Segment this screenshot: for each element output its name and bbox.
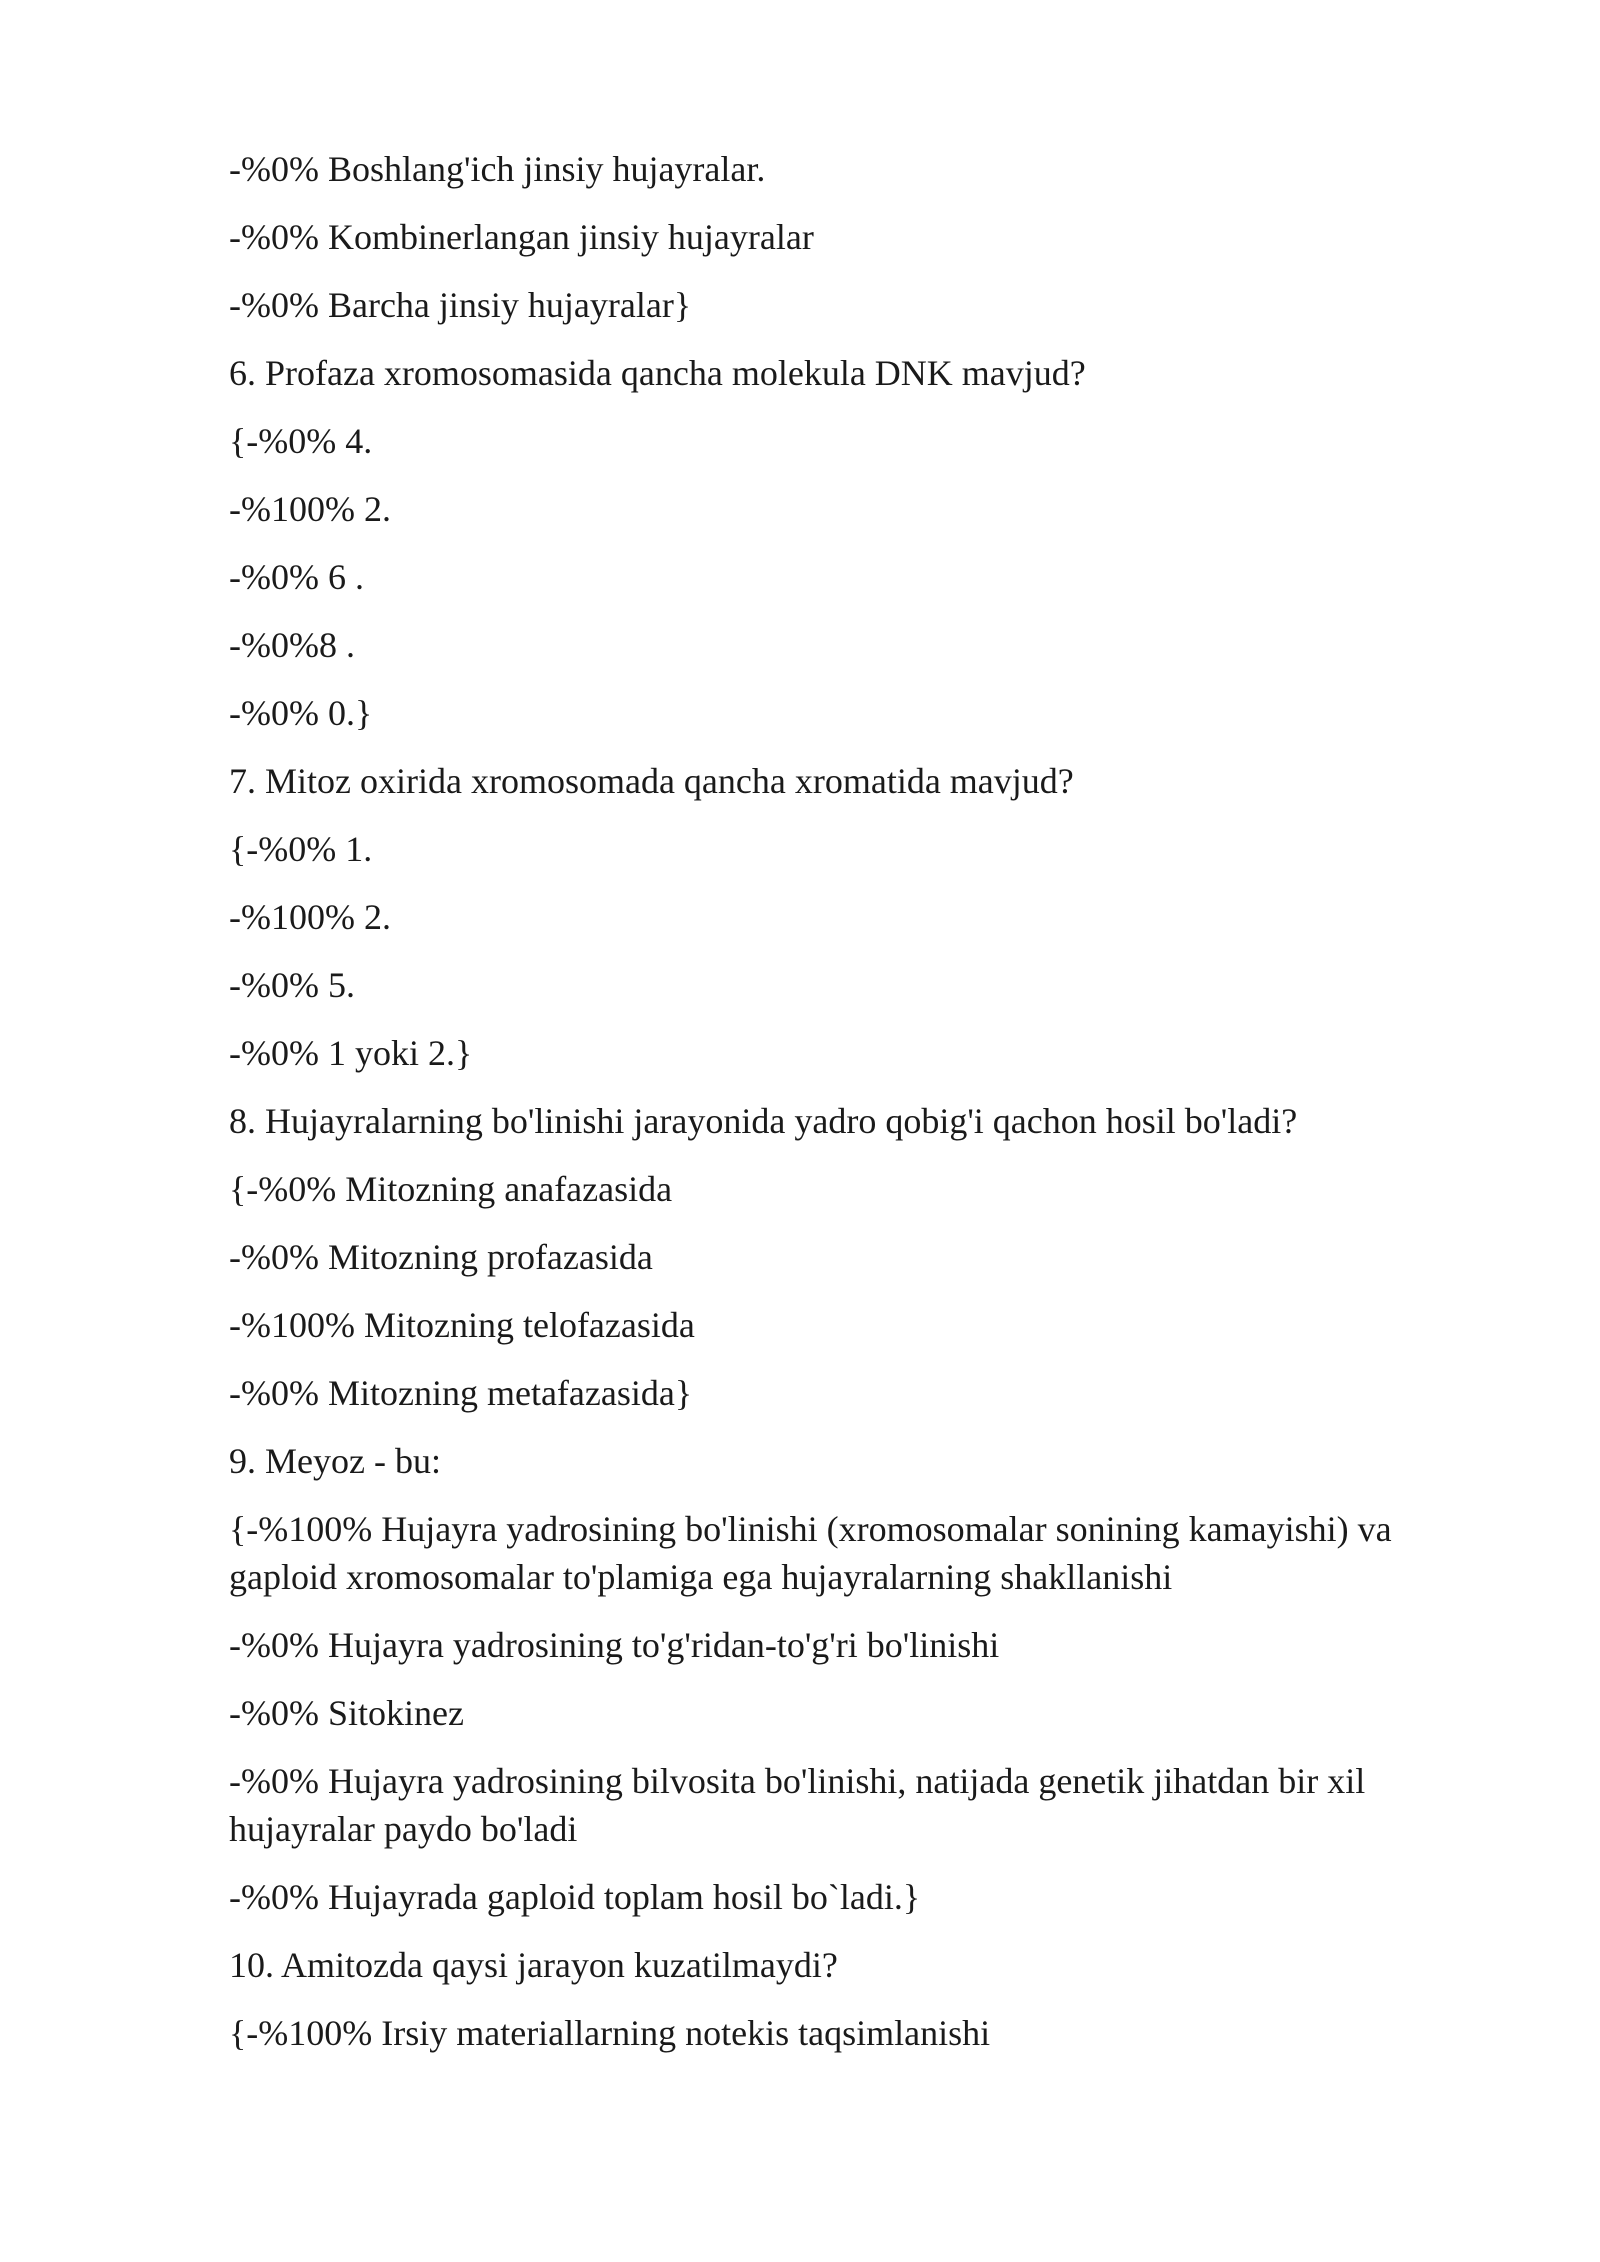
answer-option: -%100% 2. bbox=[229, 897, 391, 937]
answer-option: -%0% Hujayra yadrosining to'g'ridan-to'g'ri bo'linishi bbox=[229, 1625, 1000, 1665]
question-6: 6. Profaza xromosomasida qancha molekula DNK mavjud? bbox=[229, 353, 1086, 393]
answer-option: {-%100% Hujayra yadrosining bo'linishi (xromosomalar sonining kamayishi) va gaploid xromosomalar to'plamiga ega hujayralarning shakllanishi bbox=[229, 1509, 1401, 1597]
answer-option: -%0% Kombinerlangan jinsiy hujayralar bbox=[229, 217, 814, 257]
question-9: 9. Meyoz - bu: bbox=[229, 1441, 441, 1481]
question-7: 7. Mitoz oxirida xromosomada qancha xromatida mavjud? bbox=[229, 761, 1074, 801]
answer-option: -%0% Mitozning metafazasida} bbox=[229, 1373, 693, 1413]
answer-option: {-%0% 4. bbox=[229, 421, 373, 461]
answer-option: -%0% Mitozning profazasida bbox=[229, 1237, 653, 1277]
answer-option: -%0% Hujayra yadrosining bilvosita bo'linishi, natijada genetik jihatdan bir xil hujayralar paydo bo'ladi bbox=[229, 1761, 1375, 1849]
answer-option: {-%0% Mitozning anafazasida bbox=[229, 1169, 673, 1209]
answer-option: -%0% Hujayrada gaploid toplam hosil bo`ladi.} bbox=[229, 1877, 921, 1917]
answer-option: -%100% Mitozning telofazasida bbox=[229, 1305, 695, 1345]
answer-option: -%0% Boshlang'ich jinsiy hujayralar. bbox=[229, 149, 766, 189]
answer-option: -%100% 2. bbox=[229, 489, 391, 529]
answer-option: {-%100% Irsiy materiallarning notekis taqsimlanishi bbox=[229, 2013, 991, 2053]
document-page bbox=[229, 145, 1459, 2077]
answer-option: {-%0% 1. bbox=[229, 829, 373, 869]
answer-option: -%0% 6 . bbox=[229, 557, 364, 597]
question-8: 8. Hujayralarning bo'linishi jarayonida yadro qobig'i qachon hosil bo'ladi? bbox=[229, 1101, 1298, 1141]
question-10: 10. Amitozda qaysi jarayon kuzatilmaydi? bbox=[229, 1945, 838, 1985]
answer-option: -%0%8 . bbox=[229, 625, 355, 665]
answer-option: -%0% 1 yoki 2.} bbox=[229, 1033, 473, 1073]
answer-option: -%0% 0.} bbox=[229, 693, 373, 733]
answer-option: -%0% Sitokinez bbox=[229, 1693, 464, 1733]
answer-option: -%0% 5. bbox=[229, 965, 355, 1005]
answer-option: -%0% Barcha jinsiy hujayralar} bbox=[229, 285, 692, 325]
